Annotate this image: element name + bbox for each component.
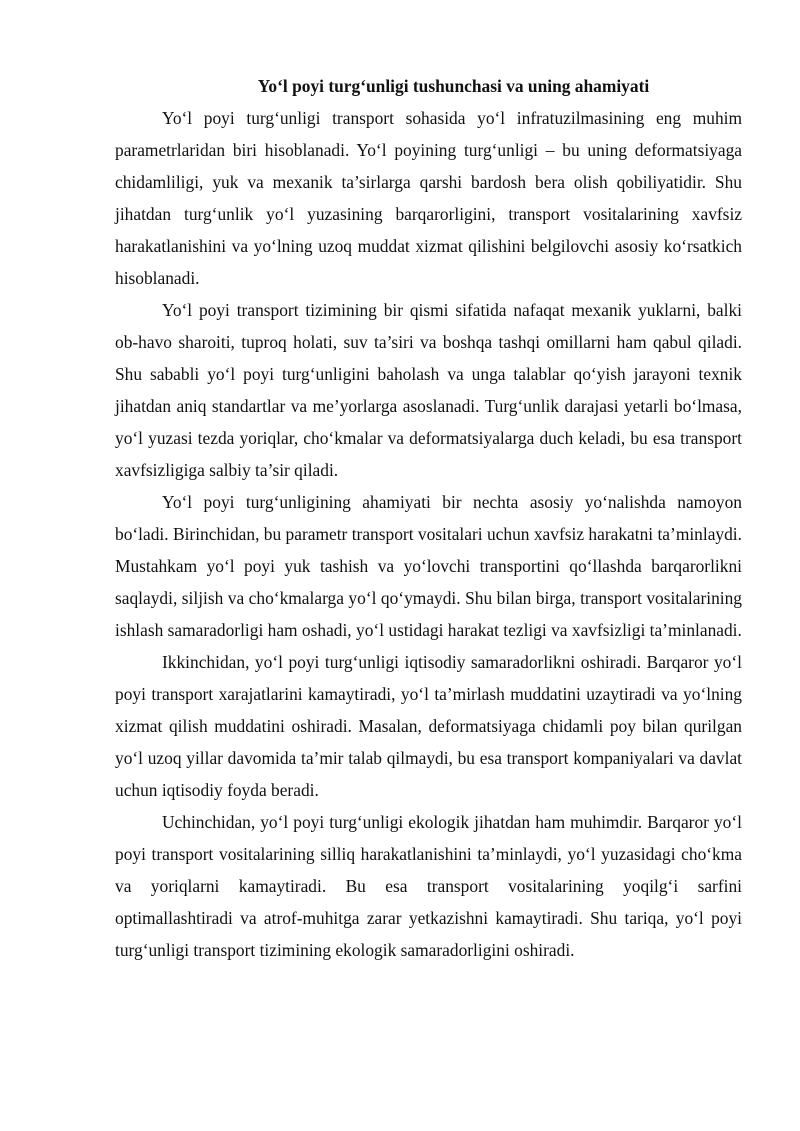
paragraph-intro: Yo‘l poyi turg‘unligi transport sohasida yo‘l infratuzilmasining eng muhim parametrlaridan biri hisoblanadi. Yo‘l poyining turg‘unligi – bu uning deformatsiyaga chidamliligi, yuk va mexanik ta’sirlarga qarshi bardosh bera olish qobiliyatidir. Shu jihatdan turg‘unlik yo‘l yuzasining barqarorligini, transport vositalarining xavfsiz harakatlanishini va yo‘lning uzoq muddat xizmat qilishini belgilovchi asosiy ko‘rsatkich hisoblanadi.: [115, 108, 742, 288]
paragraph-safety: Yo‘l poyi turg‘unligining ahamiyati bir nechta asosiy yo‘nalishda namoyon bo‘ladi. Birinchidan, bu parametr transport vositalari uchun xavfsiz harakatni ta’minlaydi. Mustahkam yo‘l poyi yuk tashish va yo‘lovchi transportini qo‘llashda barqarorlikni saqlaydi, siljish va cho‘kmalarga yo‘l qo‘ymaydi. Shu bilan birga, transport vositalarining ishlash samaradorligi ham oshadi, yo‘l ustidagi harakat tezligi va xavfsizligi ta’minlanadi.: [115, 492, 742, 640]
document-title: Yo‘l poyi turg‘unligi tushunchasi va uning ahamiyati: [257, 76, 650, 96]
document-page: [115, 70, 742, 966]
paragraph-economic: Ikkinchidan, yo‘l poyi turg‘unligi iqtisodiy samaradorlikni oshiradi. Barqaror yo‘l poyi transport xarajatlarini kamaytiradi, yo‘l ta’mirlash muddatini uzaytiradi va yo‘lning xizmat qilish muddatini oshiradi. Masalan, deformatsiyaga chidamli poy bilan qurilgan yo‘l uzoq yillar davomida ta’mir talab qilmaydi, bu esa transport kompaniyalari va davlat uchun iqtisodiy foyda beradi.: [115, 652, 742, 800]
paragraph-ecological: Uchinchidan, yo‘l poyi turg‘unligi ekologik jihatdan ham muhimdir. Barqaror yo‘l poyi transport vositalarining silliq harakatlanishini ta’minlaydi, yo‘l yuzasidagi cho‘kma va yoriqlarni kamaytiradi. Bu esa transport vositalarining yoqilg‘i sarfini optimallashtiradi va atrof-muhitga zarar yetkazishni kamaytiradi. Shu tariqa, yo‘l poyi turg‘unligi transport tizimining ekologik samaradorligini oshiradi.: [115, 812, 742, 960]
paragraph-external-factors: Yo‘l poyi transport tizimining bir qismi sifatida nafaqat mexanik yuklarni, balki ob-havo sharoiti, tuproq holati, suv ta’siri va boshqa tashqi omillarni ham qabul qiladi. Shu sababli yo‘l poyi turg‘unligini baholash va unga talablar qo‘yish jarayoni texnik jihatdan aniq standartlar va me’yorlarga asoslanadi. Turg‘unlik darajasi yetarli bo‘lmasa, yo‘l yuzasi tezda yoriqlar, cho‘kmalar va deformatsiyalarga duch keladi, bu esa transport xavfsizligiga salbiy ta’sir qiladi.: [115, 300, 742, 480]
